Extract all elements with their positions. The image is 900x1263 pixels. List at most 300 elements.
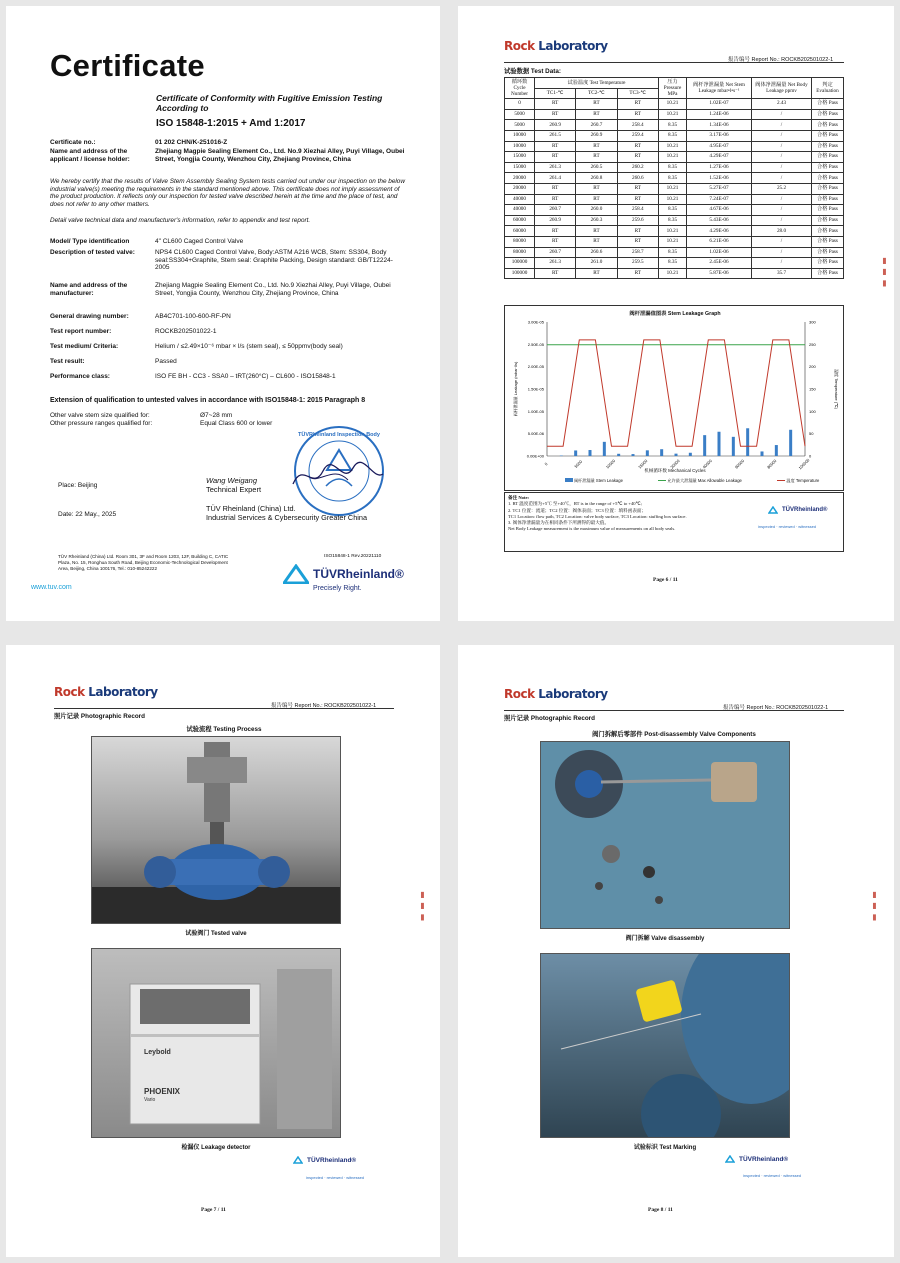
table-cell: 260.8	[576, 173, 617, 184]
table-cell: 259.6	[617, 215, 658, 226]
chart-bar	[589, 450, 592, 456]
table-cell: 260.9	[535, 215, 576, 226]
table-cell: 258.7	[617, 247, 658, 258]
table-cell: RT	[576, 109, 617, 120]
table-cell: 4.67E-06	[687, 205, 752, 216]
table-row	[505, 130, 844, 141]
table-cell: 10.21	[659, 236, 687, 247]
table-cell: 合格 Pass	[812, 268, 844, 279]
table-cell: RT	[535, 99, 576, 110]
chart-y-tick-label: 3.00E-05	[527, 319, 544, 325]
table-cell: 1.27E-06	[687, 162, 752, 173]
table-cell: 80000	[505, 236, 535, 247]
note-line: 3. 阀体净泄漏量为在相同条件下所测得的最大值。	[508, 520, 610, 526]
legend-max: 允许最大泄漏量 Max Allowable Leakage	[658, 478, 742, 484]
legend-stem: 阀杆泄漏量 Stem Leakage	[565, 478, 623, 484]
caption-tested-valve: 试验阀门 Tested valve	[185, 931, 247, 937]
table-cell: 5.43E-06	[687, 215, 752, 226]
table-row	[505, 183, 844, 194]
table-cell: 合格 Pass	[812, 152, 844, 163]
table-cell: 260.2	[617, 162, 658, 173]
chart-y-tick-label: 1.50E-05	[527, 386, 544, 392]
table-cell: 1.52E-06	[687, 173, 752, 184]
table-cell: 合格 Pass	[812, 247, 844, 258]
chart-y2-tick-label: 0	[809, 453, 812, 459]
col-stem: 阀杆净泄漏量 Net Stem Leakage mbar•l•s⁻¹	[687, 78, 752, 99]
table-cell: 合格 Pass	[812, 258, 844, 269]
chart-y2-tick-label: 250	[809, 341, 816, 347]
chart-bar	[718, 432, 721, 456]
note-line: 1. RT 温度范围为+5℃ 至+40℃，RT is in the range of +5℃ to +40℃;	[508, 501, 643, 507]
certificate-subtitle: Certificate of Conformity with Fugitive Emission Testing According to	[156, 93, 383, 113]
table-cell: 20000	[505, 173, 535, 184]
rock-laboratory-logo: Rock Laboratory	[504, 39, 608, 53]
field-applicant: Name and address of the applicant / license holder: Zhejiang Magpie Sealing Element Co., Ltd. No.9 Xiezhai Alley, Puyi Village, Oubei Street, Yongjia County, Wenzhou City, Zhejiang Province, China	[50, 148, 405, 163]
chart-bar	[746, 428, 749, 456]
table-cell: RT	[617, 109, 658, 120]
org-line1: TÜV Rheinland (China) Ltd.	[206, 504, 296, 513]
table-cell: RT	[535, 152, 576, 163]
table-cell: 合格 Pass	[812, 226, 844, 237]
tagline: Precisely Right.	[313, 585, 362, 592]
table-row	[505, 141, 844, 152]
table-cell: /	[752, 173, 812, 184]
chart-bar	[646, 450, 649, 456]
table-row	[505, 162, 844, 173]
approval-stamps: inspected · reviewed · witnessed	[306, 1175, 365, 1180]
table-cell: 60000	[505, 226, 535, 237]
table-cell: /	[752, 258, 812, 269]
detail-statement: Detail valve technical data and manufacturer's information, refer to appendix and test report.	[50, 217, 311, 224]
table-row	[505, 99, 844, 110]
table-cell: 5.27E-07	[687, 183, 752, 194]
device-brand: Leybold	[144, 1049, 171, 1056]
marking-illustration-icon	[541, 954, 790, 1138]
table-cell: 60000	[505, 215, 535, 226]
table-cell: 80000	[505, 247, 535, 258]
table-cell: RT	[576, 226, 617, 237]
chart-x-tick-label: 60000	[733, 458, 746, 470]
table-cell: 10.21	[659, 194, 687, 205]
chart-bar	[775, 445, 778, 456]
table-cell: 260.3	[576, 215, 617, 226]
photo-record-page-7	[6, 645, 440, 1257]
table-cell: 10.21	[659, 226, 687, 237]
table-cell: 6.21E-06	[687, 236, 752, 247]
table-cell: 4.95E-07	[687, 141, 752, 152]
table-cell: 40000	[505, 194, 535, 205]
table-cell: RT	[535, 236, 576, 247]
col-tc3: TC3-℃	[617, 88, 658, 99]
rock-laboratory-logo: Rock Laboratory	[504, 687, 608, 701]
chart-bar	[789, 430, 792, 456]
table-cell: 合格 Pass	[812, 99, 844, 110]
table-cell: 10.21	[659, 109, 687, 120]
table-cell: /	[752, 152, 812, 163]
table-cell: 合格 Pass	[812, 130, 844, 141]
table-cell: 260.6	[576, 247, 617, 258]
page-number: Page 7 / 11	[201, 1207, 226, 1213]
page-number: Page 8 / 11	[648, 1207, 673, 1213]
table-cell: 10000	[505, 141, 535, 152]
report-number: 报告编号 Report No.: ROCKB202501022-1	[271, 703, 377, 709]
table-row	[505, 109, 844, 120]
field-certificate-no: Certificate no.: 01 202 CHN/K-251016-Z	[50, 139, 228, 146]
certificate-standard: ISO 15848-1:2015 + Amd 1:2017	[156, 118, 306, 129]
tuv-brand: TÜVRheinland®	[313, 567, 404, 581]
report-number: 报告编号 Report No.: ROCKB202501022-1	[728, 57, 834, 63]
table-row	[505, 152, 844, 163]
chart-bar	[603, 442, 606, 456]
chart-x-tick-label: 20000	[669, 458, 681, 470]
table-cell: 5.87E-06	[687, 268, 752, 279]
chart-y-tick-label: 1.00E-05	[527, 408, 544, 414]
table-cell: 1.24E-06	[687, 109, 752, 120]
org-line2: Industrial Services & Cybersecurity Greater China	[206, 513, 367, 522]
table-cell: 8.35	[659, 162, 687, 173]
chart-bar	[675, 454, 678, 456]
device-name: PHOENIX	[144, 1087, 181, 1096]
certificate-title: Certificate	[50, 48, 205, 83]
table-cell: RT	[617, 194, 658, 205]
table-cell: 8.35	[659, 205, 687, 216]
date: Date: 22 May., 2025	[58, 511, 117, 518]
table-cell: 1.02E-06	[687, 247, 752, 258]
extension-title: Extension of qualification to untested valves in accordance with ISO15848-1: 2015 Paragraph 8	[50, 397, 366, 404]
table-row	[505, 215, 844, 226]
tuv-triangle-icon	[283, 564, 309, 584]
table-cell: RT	[535, 194, 576, 205]
tuv-triangle-icon	[293, 1156, 303, 1164]
note-line: TC1 Location: flow path, TC2 Location: valve body surface, TC3 Location: stuffing box surface.	[508, 513, 687, 519]
table-cell: 5000	[505, 120, 535, 131]
tuv-logo-p4: TÜVRheinland®	[725, 1155, 788, 1163]
table-cell: 10.21	[659, 152, 687, 163]
table-cell: 259.5	[617, 258, 658, 269]
chart-x-tick-label: 100000	[797, 457, 811, 471]
table-cell: 260.7	[535, 247, 576, 258]
col-tc1: TC1-℃	[535, 88, 576, 99]
post-disassembly-title: 阀门拆解后零部件 Post-disassembly Valve Components	[592, 731, 756, 738]
table-cell: 合格 Pass	[812, 215, 844, 226]
caption-leakage-detector: 检漏仪 Leakage detector	[181, 1145, 251, 1151]
table-cell: 261.3	[535, 258, 576, 269]
side-stamp-icon: ▮ ▮ ▮	[880, 256, 889, 288]
chart-bar	[703, 435, 706, 456]
header-rule	[54, 708, 394, 709]
table-cell: 28.0	[752, 226, 812, 237]
signature-icon	[288, 456, 388, 496]
header-rule	[504, 62, 844, 63]
table-cell: 3.17E-06	[687, 130, 752, 141]
chart-y-label: 阀杆泄漏量 Leakage (mbar·l/s)	[513, 361, 518, 417]
table-cell: 合格 Pass	[812, 120, 844, 131]
detector-illustration-icon	[92, 949, 341, 1138]
table-cell: 8.35	[659, 258, 687, 269]
table-cell: 8.35	[659, 120, 687, 131]
table-row	[505, 258, 844, 269]
chart-xlabel: 机械循环数 Mechanical Cycles	[644, 468, 706, 473]
col-temp: 试验温度 Test Temperature	[535, 78, 659, 89]
chart-x-tick-label: 10000	[604, 458, 617, 470]
chart-x-tick-label: 5000	[573, 459, 584, 469]
chart-y2-tick-label: 200	[809, 364, 816, 370]
col-eval: 判定 Evaluation	[812, 78, 844, 99]
table-cell: 261.3	[535, 162, 576, 173]
valve-disassembly-photo	[540, 741, 790, 929]
table-cell: RT	[576, 183, 617, 194]
field-drawing-number: General drawing number: AB4C701-100-600-RF-PN	[50, 313, 231, 320]
table-cell: RT	[535, 268, 576, 279]
report-number: 报告编号 Report No.: ROCKB202501022-1	[723, 705, 829, 711]
test-marking-photo	[540, 953, 790, 1138]
table-cell: RT	[617, 268, 658, 279]
chart-y-tick-label: 0.00E+00	[526, 453, 544, 459]
tuv-logo	[283, 564, 404, 584]
table-cell: 10000	[505, 130, 535, 141]
table-cell: 合格 Pass	[812, 173, 844, 184]
chart-title: 阀杆泄漏值图表 Stem Leakage Graph	[629, 311, 721, 317]
valve-illustration-icon	[92, 737, 341, 924]
col-tc2: TC2-℃	[576, 88, 617, 99]
table-cell: 261.5	[535, 130, 576, 141]
table-cell: 合格 Pass	[812, 141, 844, 152]
table-row	[505, 194, 844, 205]
field-test-medium: Test medium/ Criteria: Helium / ≤2.49×10⁻⁶ mbar × l/s (stem seal), ≤ 50ppmv(body seal)	[50, 343, 343, 350]
table-cell: RT	[576, 236, 617, 247]
table-cell: /	[752, 236, 812, 247]
table-cell: 260.9	[535, 120, 576, 131]
chart-bar	[617, 454, 620, 456]
table-cell: RT	[576, 152, 617, 163]
table-row	[505, 247, 844, 258]
table-row	[505, 205, 844, 216]
chart-bar	[732, 437, 735, 456]
certify-statement: We hereby certify that the results of Valve Stem Assembly Sealing System tests carried out under our inspection on the below industrial valve(s) meeting the requirements in the standard mentioned above. This certificate does not imply assessment of the product production. It reflects only our inspection for tested valve described herein at the time and the place of test, and does not refer to any other matters.	[50, 178, 405, 208]
table-cell: 40000	[505, 205, 535, 216]
notes-title: 备注 Note:	[508, 495, 530, 500]
chart-bar	[632, 454, 635, 456]
table-cell: 4.29E-07	[687, 152, 752, 163]
table-cell: 合格 Pass	[812, 109, 844, 120]
table-cell: 15000	[505, 152, 535, 163]
certificate-page	[6, 6, 440, 621]
table-cell: 2.43	[752, 99, 812, 110]
table-cell: 合格 Pass	[812, 205, 844, 216]
table-cell: RT	[576, 141, 617, 152]
table-cell: /	[752, 247, 812, 258]
caption-test-marking: 试验标识 Test Marking	[633, 1145, 697, 1151]
table-cell: RT	[617, 99, 658, 110]
website-link[interactable]: www.tuv.com	[31, 584, 72, 591]
chart-y2-tick-label: 300	[809, 319, 816, 325]
table-cell: RT	[535, 226, 576, 237]
table-cell: /	[752, 130, 812, 141]
table-cell: RT	[617, 236, 658, 247]
table-cell: RT	[576, 99, 617, 110]
table-cell: 10.21	[659, 99, 687, 110]
field-pressure-range: Other pressure ranges qualified for: Equal Class 600 or lower	[50, 420, 273, 427]
signer-name: Wang Weigang	[206, 476, 258, 485]
table-cell: 260.6	[617, 173, 658, 184]
table-cell: 100000	[505, 258, 535, 269]
table-cell: /	[752, 109, 812, 120]
testing-process-title: 试验流程 Testing Process	[186, 726, 262, 733]
table-cell: 10.21	[659, 183, 687, 194]
tuv-logo-p2: TÜVRheinland®	[768, 506, 827, 514]
table-cell: 合格 Pass	[812, 194, 844, 205]
footer-address: TÜV Rheinland (China) Ltd. Room 301, 3F and Room 1203, 12F, Building C, CATIC Plaza, No. 15, Ronghua South Road, Beijing Economic-Technological Development Area, Beijing, China 100176, Tel.: 010-85242222	[58, 554, 229, 571]
rock-laboratory-logo: Rock Laboratory	[54, 685, 158, 699]
chart-y2-tick-label: 100	[809, 408, 816, 414]
field-performance-class: Performance class: ISO FE BH - CC3 - SSA0 – tRT(260°C) – CL600 - ISO15848-1	[50, 373, 336, 380]
test-data-table	[504, 77, 844, 279]
table-cell: 15000	[505, 162, 535, 173]
field-test-result: Test result: Passed	[50, 358, 177, 365]
chart-y-tick-label: 2.00E-05	[527, 364, 544, 370]
table-cell: 合格 Pass	[812, 183, 844, 194]
table-cell: 258.4	[617, 205, 658, 216]
chart-y2-label: 温度 Temperature (℃)	[834, 369, 839, 409]
table-row	[505, 226, 844, 237]
table-cell: RT	[576, 194, 617, 205]
table-cell: 259.4	[617, 130, 658, 141]
chart-bar	[560, 456, 563, 457]
table-cell: 261.4	[535, 173, 576, 184]
table-cell: RT	[576, 268, 617, 279]
chart-y2-tick-label: 150	[809, 386, 816, 392]
table-cell: 8.35	[659, 173, 687, 184]
table-cell: 5000	[505, 109, 535, 120]
section-photo-record: 照片记录 Photographic Record	[54, 713, 145, 720]
table-cell: 4.29E-06	[687, 226, 752, 237]
side-stamp-icon: ▮ ▮ ▮	[870, 890, 879, 922]
table-cell: 20000	[505, 183, 535, 194]
approval-stamps: inspected · reviewed · witnessed	[743, 1173, 802, 1178]
col-cycle: 循环数 Cycle Number	[505, 78, 535, 99]
chart-temperature-line	[547, 340, 805, 446]
table-cell: RT	[617, 183, 658, 194]
notes-box	[504, 492, 844, 552]
header-rule	[504, 710, 844, 711]
field-description: Description of tested valve: NPS4 CL600 Caged Control Valve, Body:ASTM A216 WCB, Stem: SS304, Body seal:SS304+Graphite, Stem seal: Graphite Packing, Design standard: GB/T12224-2005	[50, 249, 393, 272]
chart-bar	[574, 450, 577, 456]
table-cell: RT	[535, 141, 576, 152]
chart-legend	[547, 478, 837, 484]
table-header-row	[505, 78, 844, 89]
table-row	[505, 173, 844, 184]
table-cell: 0	[505, 99, 535, 110]
field-manufacturer: Name and address of the manufacturer: Zhejiang Magpie Sealing Element Co., Ltd. No.9 Xiezhai Alley, Puyi Village, Oubei Street, Yongjia County, Wenzhou City, Zhejiang Province, China	[50, 282, 391, 297]
table-cell: /	[752, 194, 812, 205]
field-report-number: Test report number: ROCKB202501022-1	[50, 328, 217, 335]
chart-x-tick-label: 40000	[701, 458, 713, 470]
field-model: Model/ Type identification 4" CL600 Caged Control Valve	[50, 238, 244, 245]
table-cell: 260.9	[576, 130, 617, 141]
chart-x-tick-label: 80000	[765, 458, 778, 470]
table-cell: /	[752, 141, 812, 152]
table-cell: 260.5	[576, 162, 617, 173]
table-cell: /	[752, 120, 812, 131]
table-cell: 10.21	[659, 268, 687, 279]
leakage-detector-photo	[91, 948, 341, 1138]
table-row	[505, 236, 844, 247]
chart-x-tick-label: 0	[543, 461, 549, 467]
test-data-page	[458, 6, 894, 621]
table-cell: 7.24E-07	[687, 194, 752, 205]
table-cell: /	[752, 215, 812, 226]
chart-bar	[761, 451, 764, 456]
caption-valve-disassembly: 阀门拆解 Valve disassembly	[625, 936, 705, 942]
note-line: 2. TC1 位置：流道；TC2 位置：阀体表面；TC3 位置：填料函表面；	[508, 507, 647, 513]
seal-text: TÜVRheinland Inspection Body	[298, 432, 380, 438]
form-revision: ISO15848-1 Rev.20221110	[324, 554, 382, 559]
tested-valve-photo	[91, 736, 341, 924]
photo-record-page-8	[458, 645, 894, 1257]
table-cell: RT	[617, 226, 658, 237]
table-cell: 10.21	[659, 141, 687, 152]
table-row	[505, 120, 844, 131]
col-body: 阀体净泄漏量 Net Body Leakage ppmv	[752, 78, 812, 99]
table-cell: RT	[617, 141, 658, 152]
tuv-logo-p3: TÜVRheinland®	[293, 1156, 356, 1164]
table-cell: 25.2	[752, 183, 812, 194]
table-cell: 1.34E-06	[687, 120, 752, 131]
table-cell: RT	[535, 183, 576, 194]
table-cell: 258.4	[617, 120, 658, 131]
section-test-data: 试验数据 Test Data:	[504, 68, 561, 75]
table-row	[505, 268, 844, 279]
table-cell: 8.35	[659, 247, 687, 258]
table-cell: 260.7	[535, 205, 576, 216]
table-cell: 261.0	[576, 258, 617, 269]
stem-leakage-chart	[505, 306, 845, 492]
table-cell: 8.35	[659, 130, 687, 141]
table-cell: 100000	[505, 268, 535, 279]
table-cell: 260.0	[576, 205, 617, 216]
table-cell: 1.02E-07	[687, 99, 752, 110]
signer-role: Technical Expert	[206, 485, 262, 494]
chart-bar	[689, 453, 692, 456]
note-line: Net Body Leakage measurement is the maximum value of measurements on all body seals.	[508, 526, 676, 532]
side-stamp-icon: ▮ ▮ ▮	[418, 890, 427, 922]
table-cell: 35.7	[752, 268, 812, 279]
approval-stamps: inspected · reviewed · witnessed	[758, 524, 817, 529]
legend-temp: 温度 Temperature	[777, 478, 819, 484]
table-cell: /	[752, 162, 812, 173]
chart-y2-tick-label: 50	[809, 431, 814, 437]
tuv-triangle-icon	[768, 506, 778, 514]
disassembly-illustration-icon	[541, 742, 790, 929]
tuv-triangle-icon	[725, 1155, 735, 1163]
field-stem-size: Other valve stem size qualified for: Ø7~28 mm	[50, 412, 233, 419]
chart-y-tick-label: 2.50E-05	[527, 341, 544, 347]
table-cell: RT	[535, 109, 576, 120]
chart-x-tick-label: 15000	[636, 458, 649, 470]
table-cell: 合格 Pass	[812, 236, 844, 247]
table-cell: RT	[617, 152, 658, 163]
col-pressure: 压力 Pressure MPa	[659, 78, 687, 99]
table-cell: 2.45E-06	[687, 258, 752, 269]
table-cell: 8.35	[659, 215, 687, 226]
table-cell: 合格 Pass	[812, 162, 844, 173]
chart-y-tick-label: 5.00E-06	[527, 431, 544, 437]
device-model: Vario	[144, 1097, 156, 1103]
section-photo-record: 照片记录 Photographic Record	[504, 715, 595, 722]
page-number: Page 6 / 11	[653, 577, 678, 583]
place: Place: Beijing	[58, 482, 98, 489]
chart-bar	[660, 449, 663, 456]
